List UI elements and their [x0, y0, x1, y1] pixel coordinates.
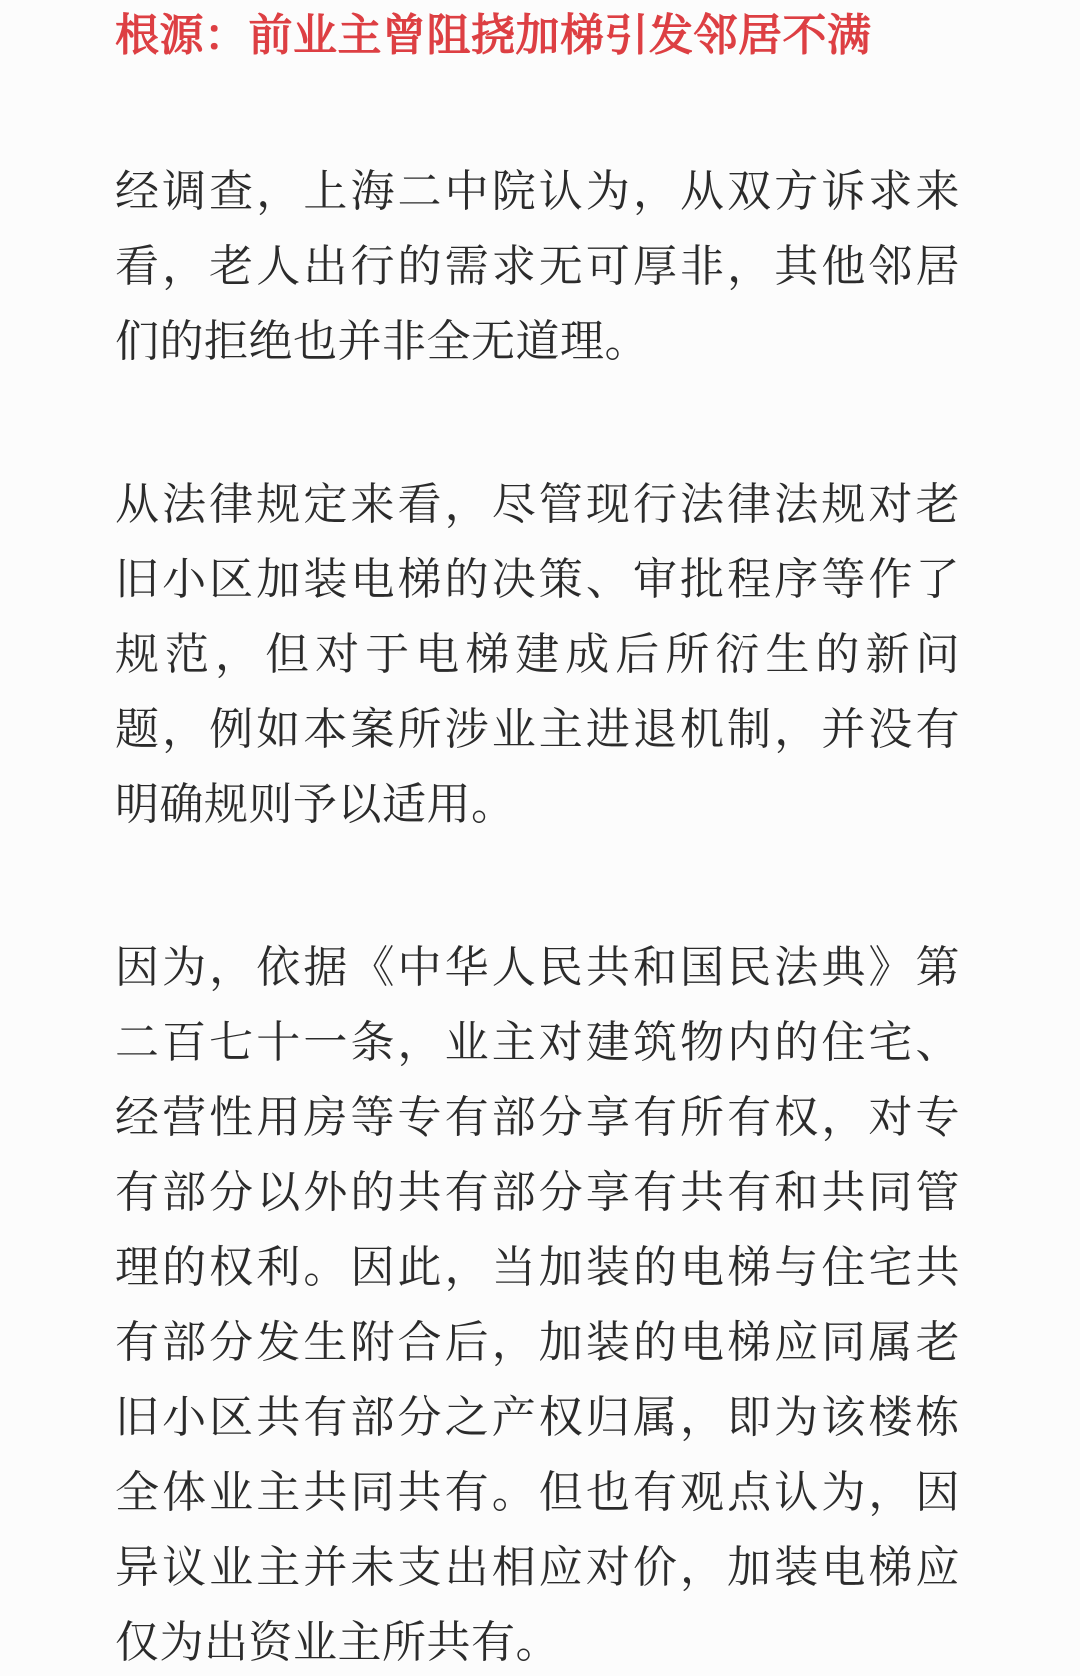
section-heading: 根源：前业主曾阻挠加梯引发邻居不满: [115, 11, 872, 60]
article-paragraph-3: 因为，依据《中华人民共和国民法典》第二百七十一条，业主对建筑物内的住宅、经营性用房等专有部分享有所有权，对专有部分以外的共有部分享有共有和共同管理的权利。因此，当加装的电梯与住宅共有部分发生附合后，加装的电梯应同属老旧小区共有部分之产权归属，即为该楼栋全体业主共同共有。但也有观点认为，因异议业主并未支出相应对价，加装电梯应仅为出资业主所共有。: [115, 943, 960, 1667]
article-paragraph-2: 从法律规定来看，尽管现行法律法规对老旧小区加装电梯的决策、审批程序等作了规范，但对于电梯建成后所衍生的新问题，例如本案所涉业主进退机制，并没有明确规则予以适用。: [115, 480, 960, 829]
article-paragraph-1: 经调查，上海二中院认为，从双方诉求来看，老人出行的需求无可厚非，其他邻居们的拒绝也并非全无道理。: [115, 167, 960, 366]
